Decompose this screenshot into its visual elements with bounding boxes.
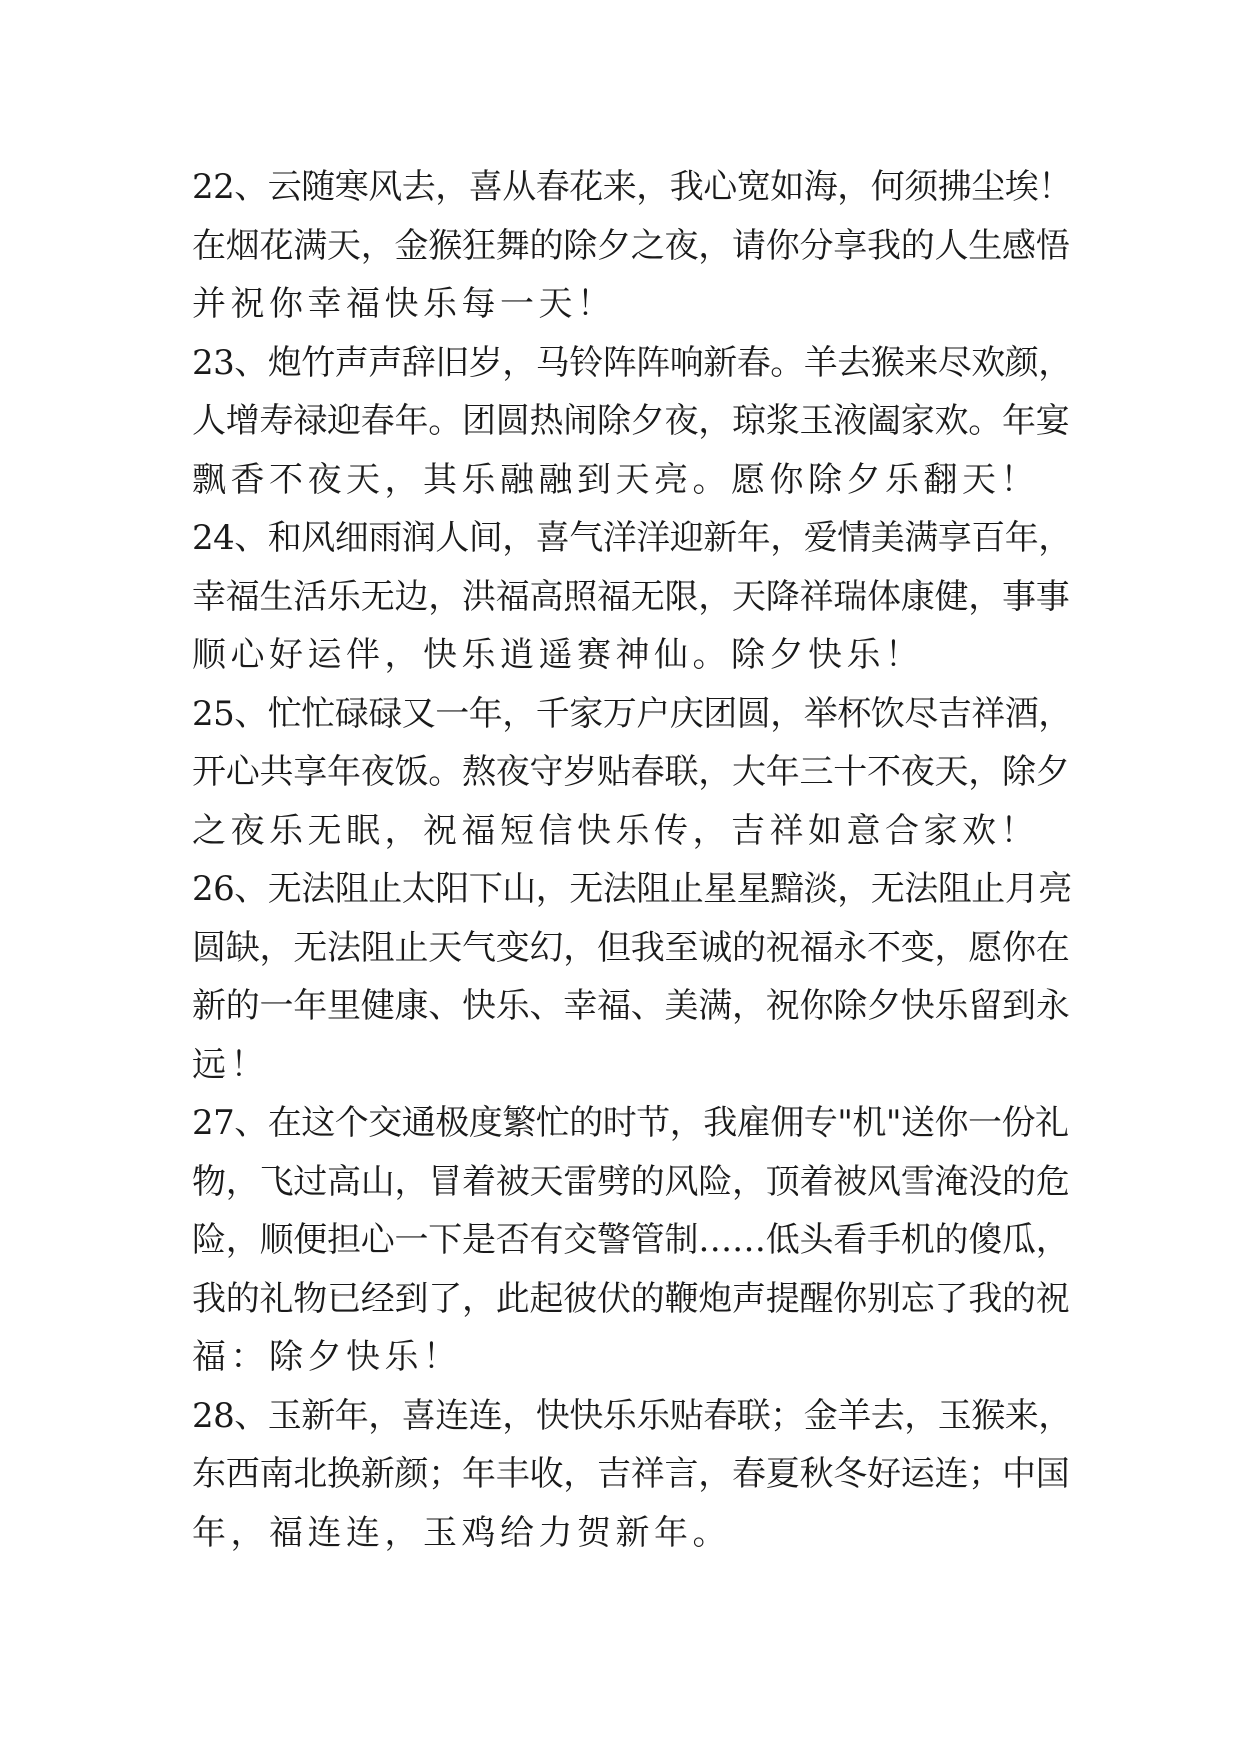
text-line: 26、无法阻止太阳下山，无法阻止星星黯淡，无法阻止月亮	[192, 869, 1072, 909]
text-line: 险，顺便担心一下是否有交警管制……低头看手机的傻瓜，	[192, 1220, 1070, 1260]
text-line: 23、炮竹声声辞旧岁，马铃阵阵响新春。羊去猴来尽欢颜，	[192, 342, 1072, 383]
text-line: 人增寿禄迎春年。团圆热闹除夕夜，琼浆玉液阖家欢。年宴	[192, 401, 1070, 441]
text-line: 24、和风细雨润人间，喜气洋洋迎新年，爱情美满享百年，	[192, 518, 1072, 558]
text-line: 幸福生活乐无边，洪福高照福无限，天降祥瑞体康健，事事	[192, 576, 1070, 617]
text-line: 25、忙忙碌碌又一年，千家万户庆团圆，举杯饮尽吉祥酒，	[192, 693, 1072, 734]
text-line: 28、玉新年，喜连连，快快乐乐贴春联；金羊去，玉猴来，	[192, 1395, 1072, 1436]
text-line: 22、云随寒风去，喜从春花来，我心宽如海，何须拂尘埃！	[192, 167, 1072, 207]
text-line: 之夜乐无眠，祝福短信快乐传，吉祥如意合家欢！	[192, 810, 1039, 851]
text-line: 圆缺，无法阻止天气变幻，但我至诚的祝福永不变，愿你在	[192, 927, 1070, 968]
text-line: 并祝你幸福快乐每一天！	[192, 284, 616, 324]
document-body	[192, 158, 1072, 1562]
text-line: 物，飞过高山，冒着被天雷劈的风险，顶着被风雪淹没的危	[192, 1161, 1070, 1202]
text-line: 飘香不夜天，其乐融融到天亮。愿你除夕乐翻天！	[192, 459, 1039, 500]
text-line: 福：除夕快乐！	[192, 1337, 462, 1377]
text-line: 远！	[192, 1044, 269, 1085]
text-line: 27、在这个交通极度繁忙的时节，我雇佣专"机"送你一份礼	[192, 1103, 1069, 1143]
text-line: 开心共享年夜饭。熬夜守岁贴春联，大年三十不夜天，除夕	[192, 752, 1070, 792]
text-line: 年，福连连，玉鸡给力贺新年。	[192, 1512, 731, 1553]
text-line: 我的礼物已经到了，此起彼伏的鞭炮声提醒你别忘了我的祝	[192, 1278, 1070, 1319]
text-line: 东西南北换新颜；年丰收，吉祥言，春夏秋冬好运连；中国	[192, 1454, 1070, 1494]
text-line: 顺心好运伴，快乐逍遥赛神仙。除夕快乐！	[192, 635, 924, 675]
text-line: 在烟花满天，金猴狂舞的除夕之夜，请你分享我的人生感悟	[192, 225, 1070, 266]
text-line: 新的一年里健康、快乐、幸福、美满，祝你除夕快乐留到永	[192, 986, 1070, 1026]
